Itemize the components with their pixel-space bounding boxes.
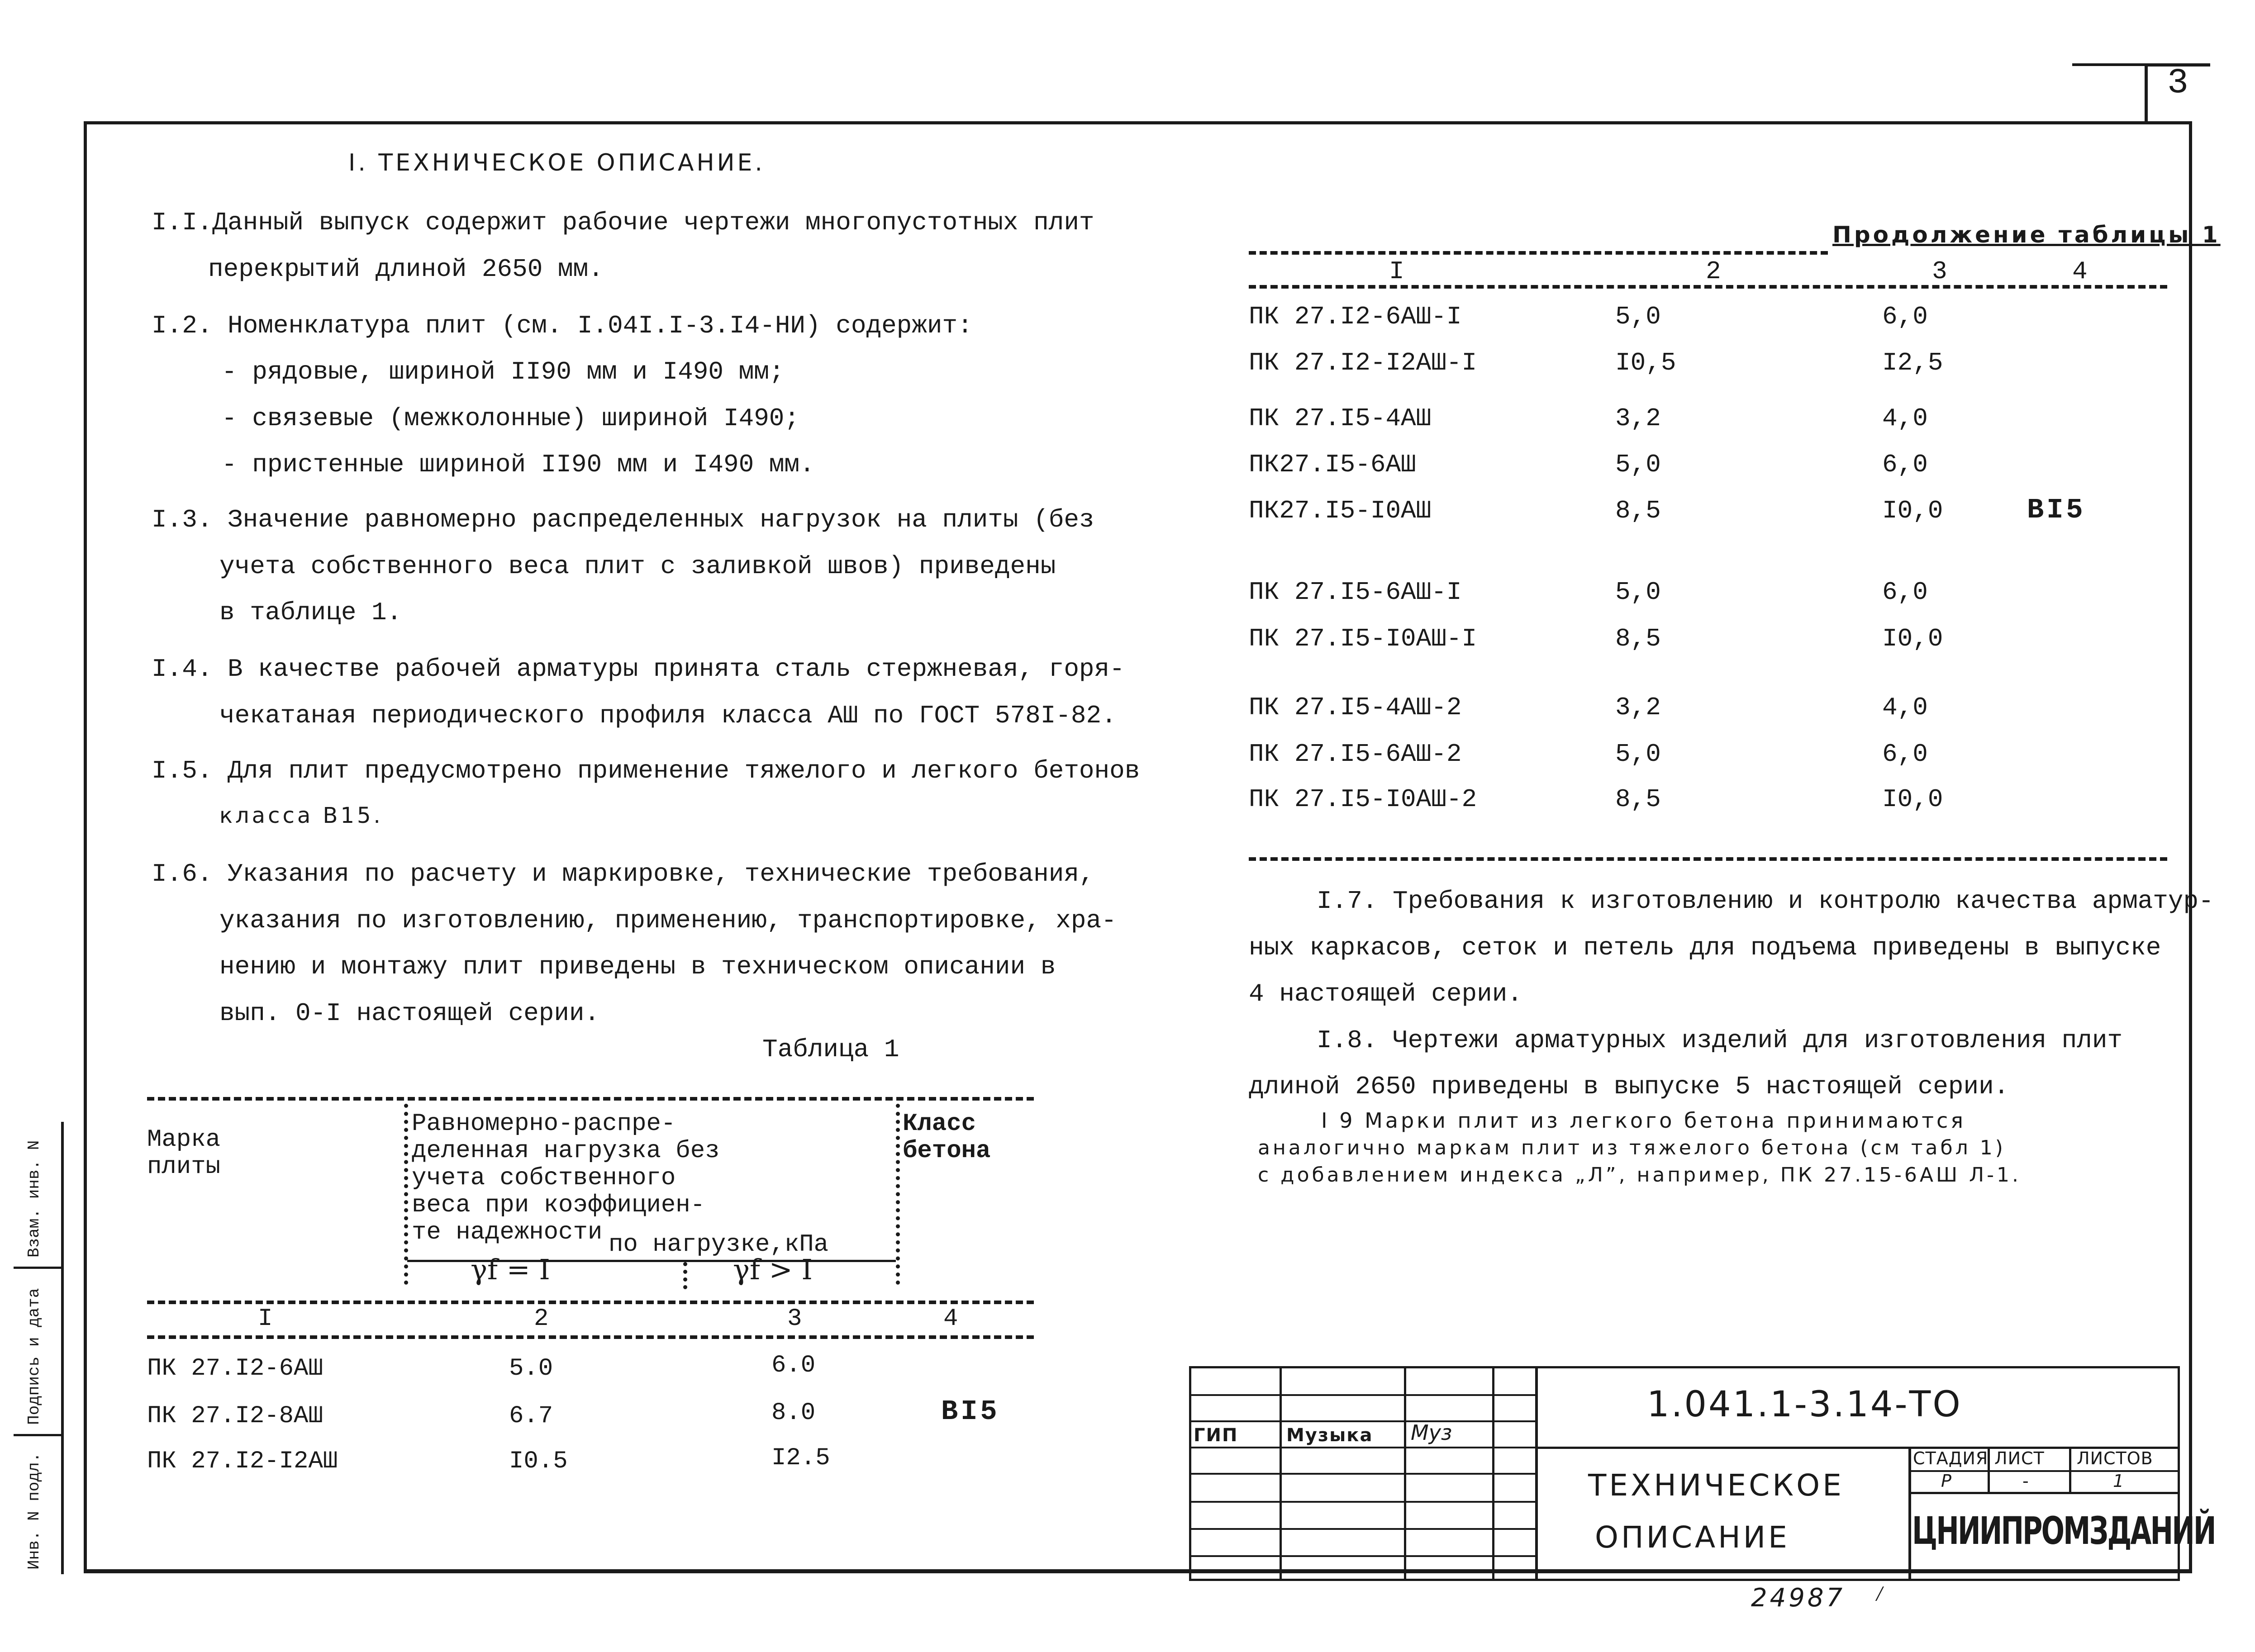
table1-subheader-gamma-gt: γf > I [733, 1253, 813, 1286]
table1-subheader-sep [683, 1262, 687, 1289]
table1-header-sep-1 [404, 1104, 408, 1285]
table1-colnum-2: 2 [534, 1305, 549, 1333]
table-cont-top-rule [1249, 251, 1828, 255]
table-cont-header-rule [1249, 285, 2167, 289]
side-stamp-inventory: Инв. N подл. [25, 1452, 43, 1570]
document-title-line-1: ТЕХНИЧЕСКОЕ [1588, 1468, 1844, 1503]
sheets-value: 1 [2113, 1471, 2127, 1491]
table1-caption: Таблица 1 [762, 1035, 899, 1064]
side-stamp-replacement: Взам. инв. N [25, 1140, 43, 1258]
stage-value: Р [1941, 1471, 1954, 1491]
title-block-signature: Муз [1411, 1420, 1452, 1445]
table-cont-colnum-1: I [1389, 257, 1404, 286]
title-block-name: Музыка [1286, 1425, 1373, 1446]
organization-name: ЦНИИПРОМЗДАНИЙ [1912, 1509, 2215, 1553]
side-stamp-signature-date: Подпись и дата [25, 1288, 43, 1425]
table1-header-rule-2 [147, 1335, 1034, 1339]
top-rule [2072, 63, 2145, 66]
document-title-line-2: ОПИСАНИЕ [1595, 1520, 1790, 1555]
table1-colnum-3: 3 [787, 1305, 802, 1333]
archive-number: 24987 [1751, 1583, 1846, 1613]
table1-header-rule-1 [147, 1301, 1034, 1304]
sheets-label: ЛИСТОВ [2077, 1448, 2153, 1468]
table-cont-colnum-3: 3 [1932, 257, 1947, 286]
table-cont-colnum-4: 4 [2072, 257, 2088, 286]
table-cont-colnum-2: 2 [1706, 257, 1721, 286]
table1-colnum-1: I [258, 1305, 273, 1333]
table1-subheader-gamma-eq: γf = I [471, 1253, 550, 1286]
sheet-value: - [2022, 1471, 2031, 1491]
sheet-label: ЛИСТ [1994, 1448, 2045, 1468]
table-cont-caption: Продолжение таблицы 1 [1832, 222, 2221, 248]
table1-header-sep-2 [896, 1104, 900, 1285]
archive-number-mark: ⁄ [1873, 1583, 1886, 1608]
section-title: I. ТЕХНИЧЕСКОЕ ОПИСАНИЕ. [348, 149, 765, 176]
table1-top-rule [147, 1097, 1034, 1101]
table1-concrete-class: BI5 [941, 1396, 1000, 1428]
table1-colnum-4: 4 [943, 1305, 958, 1333]
binding-strip-divider-2 [14, 1434, 63, 1436]
table-cont-bottom-rule [1249, 857, 2167, 861]
stage-label: СТАДИЯ [1913, 1448, 1989, 1468]
table-cont-concrete-class: BI5 [2027, 494, 2086, 526]
binding-strip-divider-1 [14, 1267, 63, 1269]
page-number: 3 [2167, 63, 2188, 103]
binding-strip-line [61, 1122, 64, 1574]
title-block-role: ГИП [1194, 1425, 1238, 1446]
document-code: 1.041.1-3.14-ТО [1647, 1384, 1962, 1425]
